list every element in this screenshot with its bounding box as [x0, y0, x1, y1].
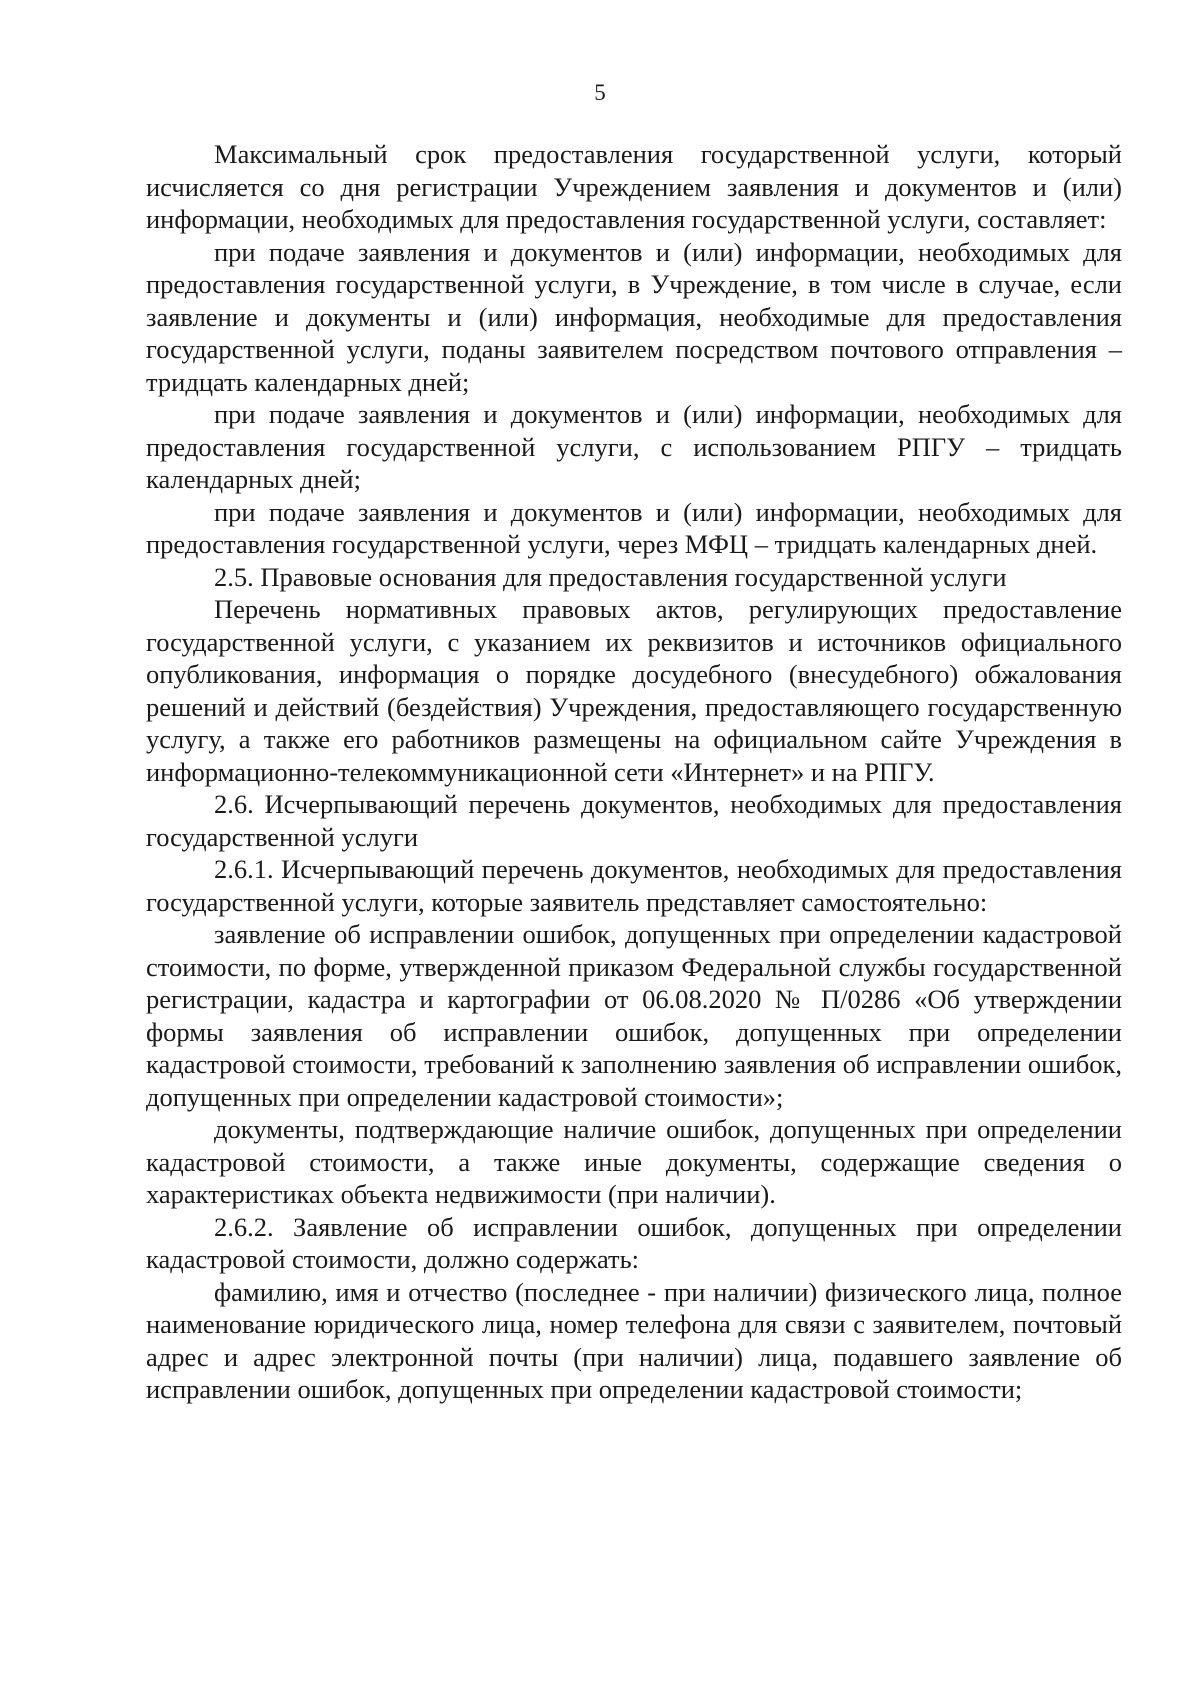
section-heading-2-6-2: 2.6.2. Заявление об исправлении ошибок, допущенных при определении кадастровой стоимости, должно содержать: [146, 1211, 1122, 1274]
paragraph-max-term: Максимальный срок предоставления государственной услуги, который исчисляется со дня регистрации Учреждением заявления и документов и (или) информации, необходимых для предоставления государственной услуги, составляет: [146, 139, 1122, 234]
page-number: 5 [594, 80, 606, 105]
section-heading-2-6-1: 2.6.1. Исчерпывающий перечень документов, необходимых для предоставления государственной услуги, которые заявитель представляет самостоятельно: [146, 854, 1122, 917]
section-heading-2-6: 2.6. Исчерпывающий перечень документов, необходимых для предоставления государственной услуги [146, 789, 1122, 852]
paragraph-supporting-documents: документы, подтверждающие наличие ошибок, допущенных при определении кадастровой стоимости, а также иные документы, содержащие сведения о характеристиках объекта недвижимости (при наличии). [146, 1114, 1122, 1209]
paragraph-term-rpgu: при подаче заявления и документов и (или) информации, необходимых для предоставления государственной услуги, с использованием РПГУ – тридцать календарных дней; [146, 399, 1122, 494]
paragraph-applicant-details: фамилию, имя и отчество (последнее - при наличии) физического лица, полное наименование юридического лица, номер телефона для связи с заявителем, почтовый адрес и адрес электронной почты (при наличии) лица, подавшего заявление об исправлении ошибок, допущенных при определении кадастровой стоимости; [146, 1276, 1122, 1404]
paragraph-term-mfc: при подаче заявления и документов и (или) информации, необходимых для предоставления государственной услуги, через МФЦ – тридцать календарных дней. [146, 496, 1122, 559]
document-body [146, 138, 1122, 1406]
section-heading-2-5: 2.5. Правовые основания для предоставления государственной услуги [214, 561, 1007, 592]
paragraph-legal-acts: Перечень нормативных правовых актов, регулирующих предоставление государственной услуги, с указанием их реквизитов и источников официального опубликования, информация о порядке досудебного (внесудебного) обжалования решений и действий (бездействия) Учреждения, предоставляющего государственную услугу, а также его работников размещены на официальном сайте Учреждения в информационно-телекоммуникационной сети «Интернет» и на РПГУ. [146, 594, 1122, 787]
paragraph-term-institution: при подаче заявления и документов и (или) информации, необходимых для предоставления государственной услуги, в Учреждение, в том числе в случае, если заявление и документы и (или) информация, необходимые для предоставления государственной услуги, поданы заявителем посредством почтового отправления – тридцать календарных дней; [146, 236, 1122, 397]
paragraph-application-form: заявление об исправлении ошибок, допущенных при определении кадастровой стоимости, по форме, утвержденной приказом Федеральной службы государственной регистрации, кадастра и картографии от 06.08.2020 № П/0286 «Об утверждении формы заявления об исправлении ошибок, допущенных при определении кадастровой стоимости, требований к заполнению заявления об исправлении ошибок, допущенных при определении кадастровой стоимости»; [146, 919, 1122, 1112]
